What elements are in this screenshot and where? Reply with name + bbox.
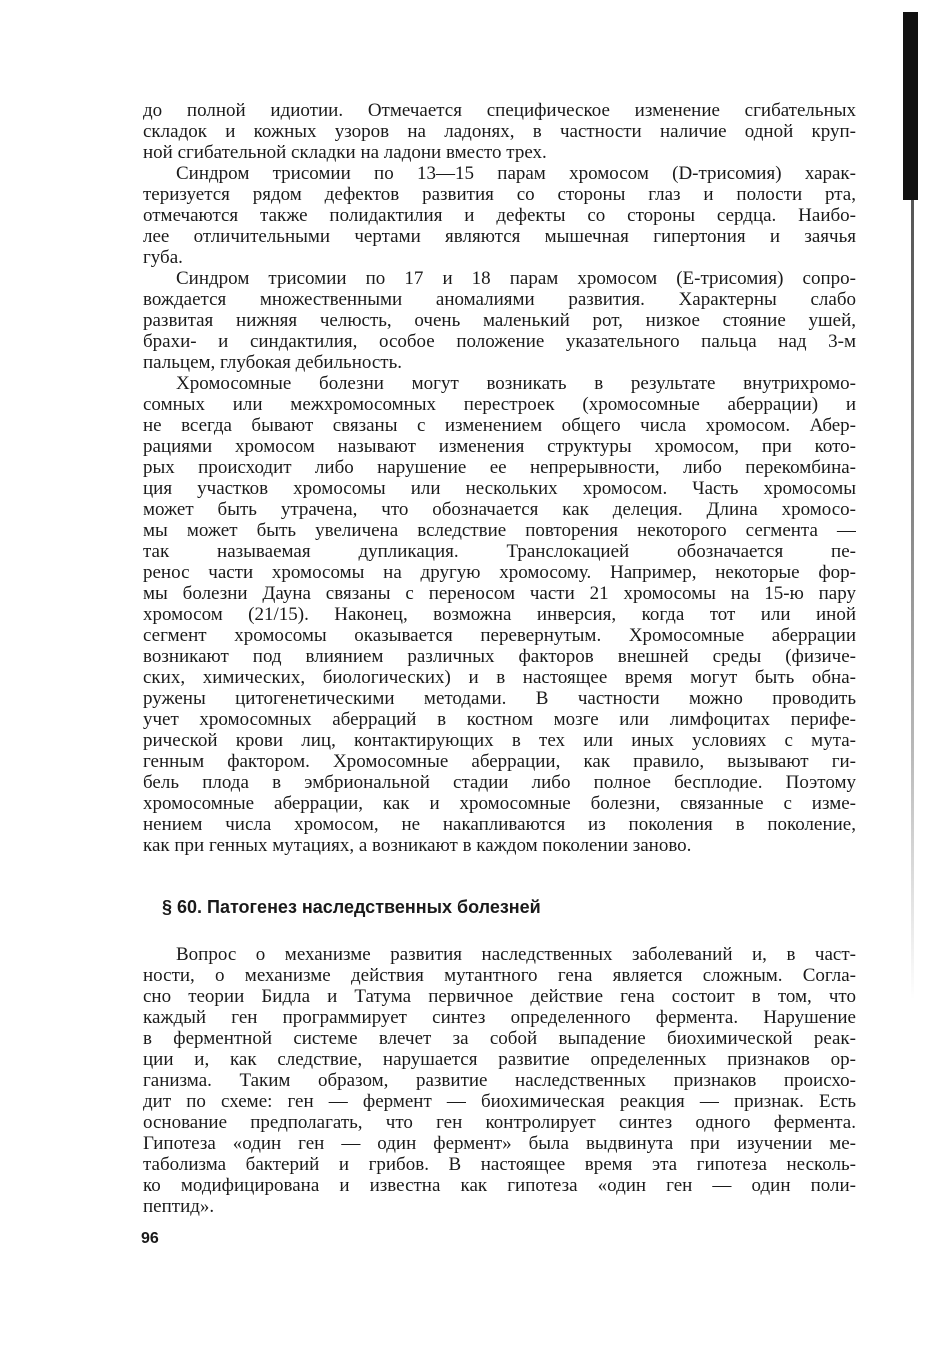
paragraph [143, 100, 856, 163]
text-line: пальцем, глубокая дебильность. [143, 352, 403, 373]
text-line: отмечаются также полидактилия и дефекты со стороны сердца. Наибо- [143, 205, 856, 226]
text-line: бель плода в эмбриональной стадии либо полное бесплодие. Поэтому [143, 772, 856, 793]
text-line: не всегда бывают связаны с изменением общего числа хромосом. Абер- [143, 415, 856, 436]
text-line: ружены цитогенетическими методами. В частности можно проводить [143, 688, 856, 709]
text-line: учет хромосомных аберраций в костном мозге или лимфоцитах перифе- [143, 709, 856, 730]
scan-edge-line [911, 200, 914, 1000]
text-line: вождается множественными аномалиями развития. Характерны слабо [143, 289, 856, 310]
paragraph [143, 163, 856, 268]
text-line: складок и кожных узоров на ладонях, в частности наличие одной круп- [143, 121, 856, 142]
section-heading: § 60. Патогенез наследственных болезней [162, 897, 541, 917]
text-line: до полной идиотии. Отмечается специфическое изменение сгибательных [143, 100, 856, 121]
text-line: ции и, как следствие, нарушается развитие определенных признаков ор- [143, 1049, 856, 1070]
text-line: ко модифицирована и известна как гипотеза «один ген — один поли- [143, 1175, 856, 1196]
text-line: брахи- и синдактилия, особое положение указательного пальца над 3-м [143, 331, 856, 352]
text-line: рациями хромосом называют изменения структуры хромосом, при кото- [143, 436, 856, 457]
paragraph [143, 268, 856, 373]
text-line: Хромосомные болезни могут возникать в результате внутрихромо- [176, 373, 856, 394]
text-line: в ферментной системе влечет за собой выпадение биохимической реак- [143, 1028, 856, 1049]
text-line: ной сгибательной складки на ладони вместо трех. [143, 142, 547, 163]
text-line: ских, химических, биологических) и в настоящее время могут быть обна- [143, 667, 856, 688]
text-line: ганизма. Таким образом, развитие наследственных признаков происхо- [143, 1070, 856, 1091]
body-text-top [143, 100, 856, 856]
text-line: таболизма бактерий и грибов. В настоящее время эта гипотеза несколь- [143, 1154, 856, 1175]
text-line: основание предполагать, что ген контролирует синтез одного фермента. [143, 1112, 856, 1133]
text-line: ция участков хромосомы или нескольких хромосом. Часть хромосомы [143, 478, 856, 499]
page-number: 96 [141, 1230, 159, 1247]
text-line: Синдром трисомии по 13—15 парам хромосом (D-трисомия) харак- [176, 163, 856, 184]
text-line: ренос части хромосомы на другую хромосому. Например, некоторые фор- [143, 562, 856, 583]
text-line: может быть утрачена, что обозначается как делеция. Длина хромосо- [143, 499, 856, 520]
text-line: Вопрос о механизме развития наследственных заболеваний и, в част- [176, 944, 856, 965]
text-line: сомных или межхромосомных перестроек (хромосомные аберрации) и [143, 394, 856, 415]
text-line: нением числа хромосом, не накапливаются из поколения в поколение, [143, 814, 856, 835]
text-line: сегмент хромосомы оказывается перевернутым. Хромосомные аберрации [143, 625, 856, 646]
text-line: ности, о механизме действия мутантного гена является сложным. Согла- [143, 965, 856, 986]
text-line: губа. [143, 247, 183, 268]
text-line: мы может быть увеличена вследствие повторения некоторого сегмента — [143, 520, 856, 541]
text-line: так называемая дупликация. Транслокацией обозначается пе- [143, 541, 856, 562]
text-line: Гипотеза «один ген — один фермент» была выдвинута при изучении ме- [143, 1133, 856, 1154]
text-line: хромосом (21/15). Наконец, возможна инверсия, когда тот или иной [143, 604, 856, 625]
text-line: хромосомные аберрации, как и хромосомные болезни, связанные с изме- [143, 793, 856, 814]
text-line: мы болезни Дауна связаны с переносом части 21 хромосомы на 15-ю пару [143, 583, 856, 604]
text-line: рической крови лиц, контактирующих в тех или иных условиях с мута- [143, 730, 856, 751]
text-line: развитая нижняя челюсть, очень маленький рот, низкое стояние ушей, [143, 310, 856, 331]
paragraph [143, 944, 856, 1217]
text-line: лее отличительными чертами являются мышечная гипертония и заячья [143, 226, 856, 247]
text-line: возникают под влиянием различных факторов внешней среды (физиче- [143, 646, 856, 667]
scan-edge-shadow [903, 12, 918, 200]
text-line: каждый ген программирует синтез определенного фермента. Нарушение [143, 1007, 856, 1028]
text-line: Синдром трисомии по 17 и 18 парам хромосом (E-трисомия) сопро- [176, 268, 856, 289]
text-line: сно теории Бидла и Татума первичное действие гена состоит в том, что [143, 986, 856, 1007]
text-line: рых происходит либо нарушение ее непрерывности, либо перекомбина- [143, 457, 856, 478]
text-line: дит по схеме: ген — фермент — биохимическая реакция — признак. Есть [143, 1091, 856, 1112]
text-line: пептид». [143, 1196, 215, 1217]
paragraph [143, 373, 856, 856]
text-line: как при генных мутациях, а возникают в каждом поколении заново. [143, 835, 692, 856]
body-text-section [143, 944, 856, 1217]
text-line: теризуется рядом дефектов развития со стороны глаз и полости рта, [143, 184, 856, 205]
text-line: генным фактором. Хромосомные аберрации, как правило, вызывают ги- [143, 751, 856, 772]
